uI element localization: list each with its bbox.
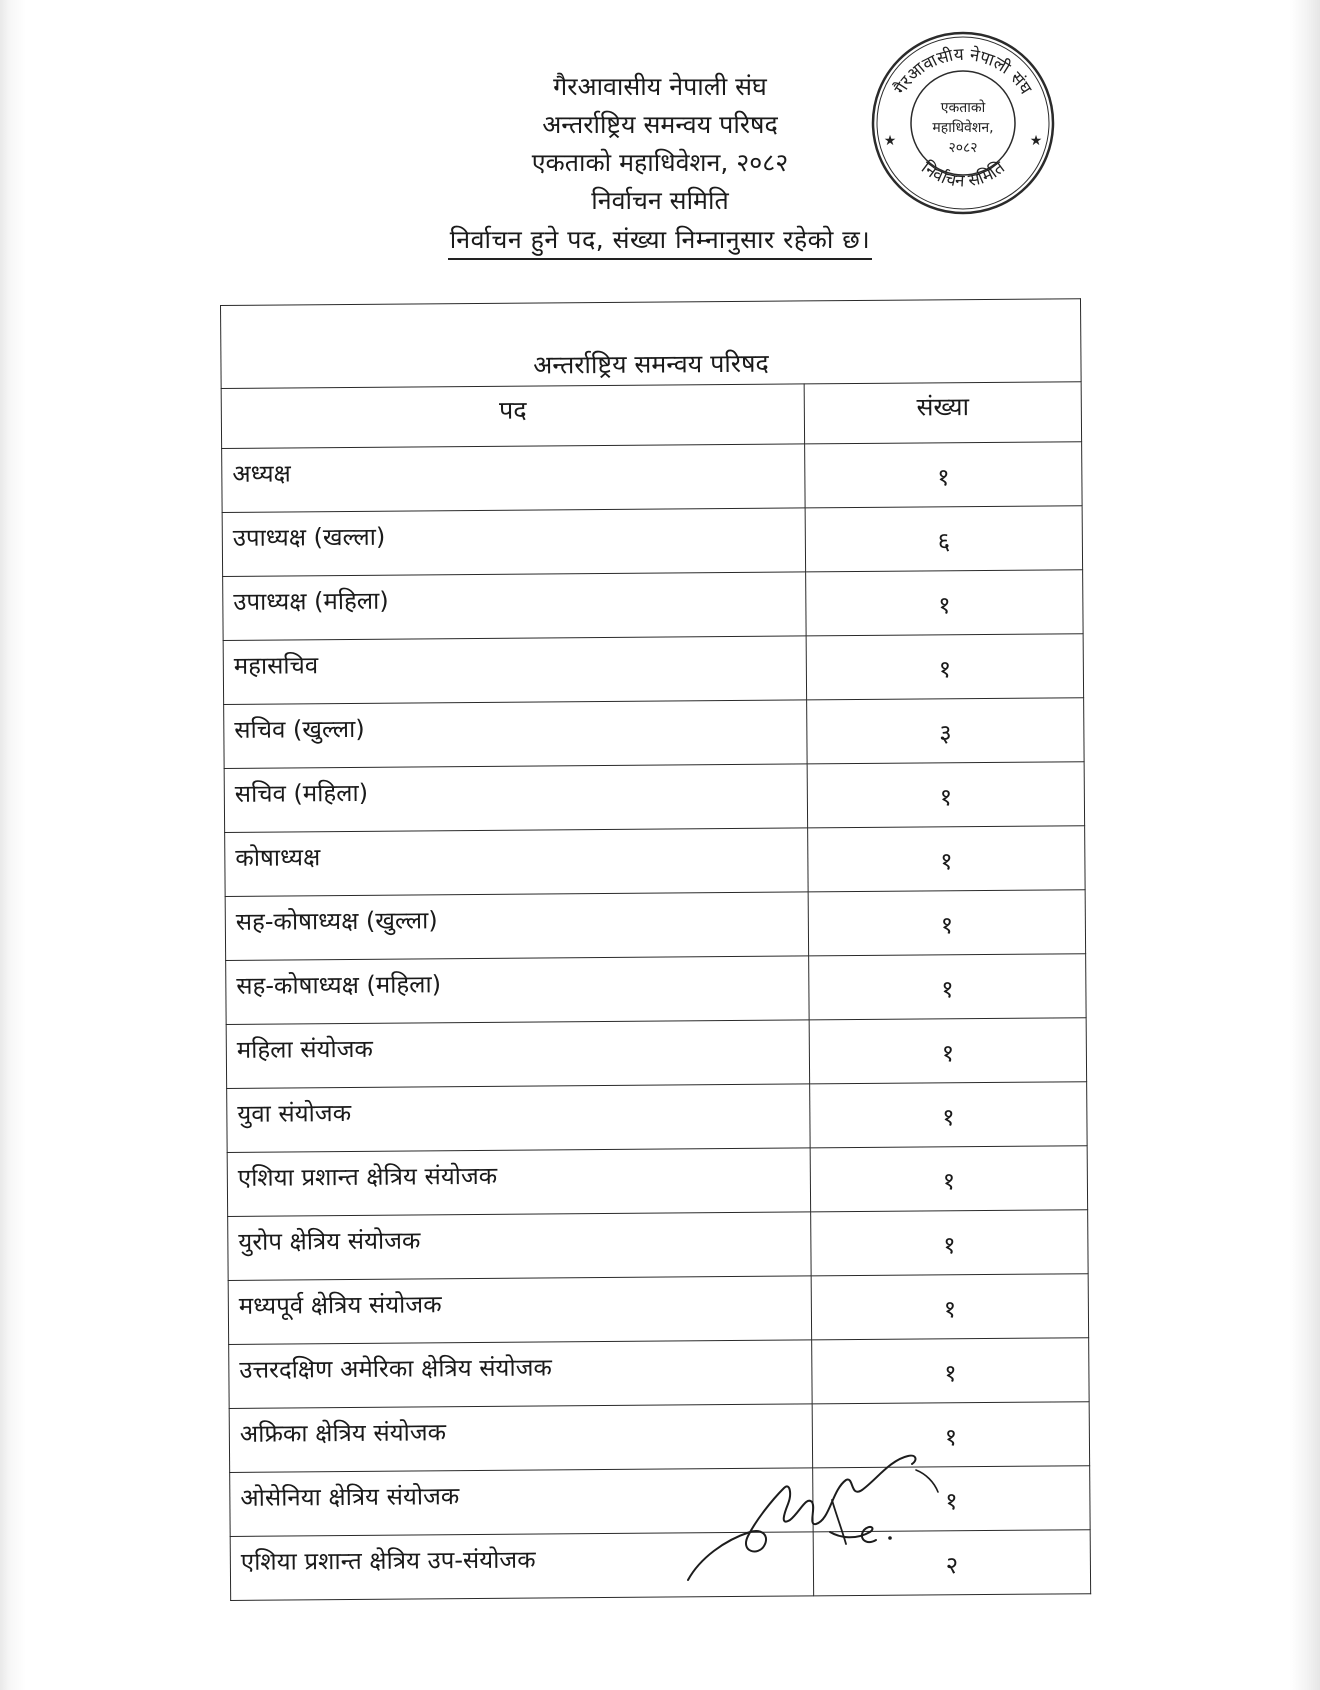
count-cell: १ (805, 442, 1083, 508)
column-header-count: संख्या (804, 382, 1081, 444)
count-cell: १ (809, 1018, 1087, 1084)
table-row (228, 1274, 1088, 1345)
count-cell: १ (812, 1402, 1090, 1468)
table-row (227, 1082, 1087, 1153)
table-row (229, 1338, 1089, 1409)
seal-inner-line-3: २०८२ (948, 140, 978, 156)
seal-top-text: गैरआवासीय नेपाली संघ (890, 44, 1036, 99)
table-row (223, 634, 1083, 705)
org-name: गैरआवासीय नेपाली संघ (553, 72, 767, 101)
table-row (223, 570, 1083, 641)
table-row (224, 698, 1084, 769)
table-row (225, 890, 1085, 961)
post-cell: अफ्रिका क्षेत्रिय संयोजक (229, 1404, 812, 1473)
post-cell: युवा संयोजक (227, 1084, 810, 1153)
count-cell: १ (811, 1210, 1089, 1276)
table-title: अन्तर्राष्ट्रिय समन्वय परिषद (221, 299, 1082, 389)
table-title-row (221, 299, 1082, 389)
seal-bottom-text: निर्वाचन समिति (917, 157, 1009, 192)
table-row (224, 762, 1084, 833)
seal-star-left-icon: ★ (883, 133, 897, 149)
count-cell: ३ (807, 698, 1085, 764)
count-cell: १ (812, 1338, 1090, 1404)
positions-table (220, 298, 1091, 1601)
count-cell: १ (806, 634, 1084, 700)
post-cell: अध्यक्ष (222, 444, 805, 513)
post-cell: उपाध्यक्ष (महिला) (223, 572, 806, 641)
post-cell: उपाध्यक्ष (खल्ला) (222, 508, 805, 577)
seal-star-right-icon: ★ (1029, 133, 1043, 149)
committee-name: निर्वाचन समिति (591, 186, 729, 215)
count-cell: ६ (805, 506, 1083, 572)
convention-name: एकताको महाधिवेशन, २०८२ (531, 148, 789, 177)
post-cell: कोषाध्यक्ष (225, 828, 808, 897)
election-committee-seal (868, 28, 1058, 218)
signature (680, 1440, 970, 1590)
post-cell: महिला संयोजक (226, 1020, 809, 1089)
table-row (222, 442, 1082, 513)
post-cell: युरोप क्षेत्रिय संयोजक (228, 1212, 811, 1281)
count-cell: १ (810, 1082, 1088, 1148)
column-header-post: पद (221, 384, 804, 449)
post-cell: एशिया प्रशान्त क्षेत्रिय संयोजक (227, 1148, 810, 1217)
count-cell: २ (813, 1530, 1091, 1596)
table-row (225, 826, 1085, 897)
count-cell: १ (810, 1146, 1088, 1212)
post-cell: मध्यपूर्व क्षेत्रिय संयोजक (228, 1276, 811, 1345)
post-cell: उत्तरदक्षिण अमेरिका क्षेत्रिय संयोजक (229, 1340, 812, 1409)
post-cell: सह-कोषाध्यक्ष (खुल्ला) (225, 892, 808, 961)
seal-inner-line-2: महाधिवेशन, (932, 120, 994, 136)
count-cell: १ (807, 762, 1085, 828)
table-row (226, 1018, 1086, 1089)
table-row (228, 1210, 1088, 1281)
document-subject: निर्वाचन हुने पद, संख्या निम्नानुसार रहेको छ। (448, 222, 873, 260)
table-row (227, 1146, 1087, 1217)
count-cell: १ (806, 570, 1084, 636)
table-header-row (221, 382, 1081, 449)
table-row (226, 954, 1086, 1025)
post-cell: एशिया प्रशान्त क्षेत्रिय उप-संयोजक (230, 1532, 813, 1601)
post-cell: ओसेनिया क्षेत्रिय संयोजक (230, 1468, 813, 1537)
count-cell: १ (811, 1274, 1089, 1340)
count-cell: १ (808, 826, 1086, 892)
seal-inner-line-1: एकताको (940, 100, 986, 116)
count-cell: १ (808, 890, 1086, 956)
post-cell: सचिव (खुल्ला) (224, 700, 807, 769)
table-row (222, 506, 1082, 577)
post-cell: सचिव (महिला) (224, 764, 807, 833)
council-name: अन्तर्राष्ट्रिय समन्वय परिषद (542, 110, 778, 139)
count-cell: १ (813, 1466, 1091, 1532)
post-cell: महासचिव (223, 636, 806, 705)
post-cell: सह-कोषाध्यक्ष (महिला) (226, 956, 809, 1025)
count-cell: १ (809, 954, 1087, 1020)
